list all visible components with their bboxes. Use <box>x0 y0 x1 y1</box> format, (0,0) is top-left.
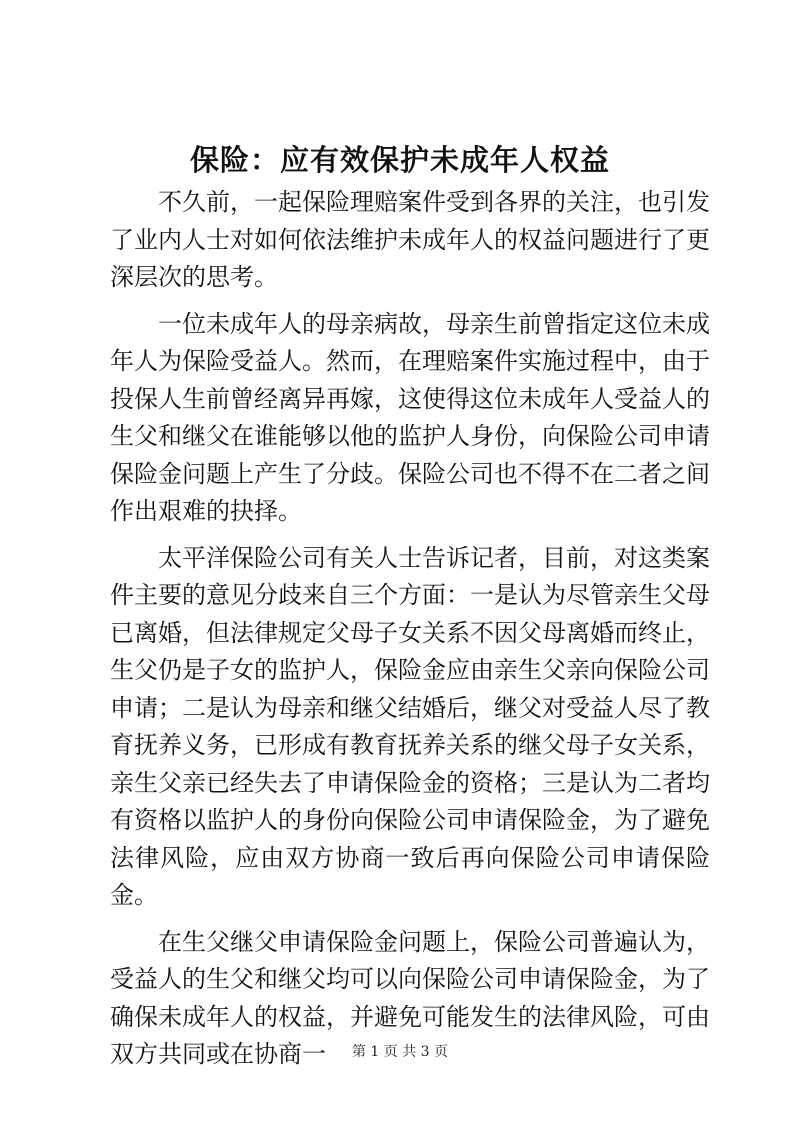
document-body <box>110 184 710 1083</box>
document-title: 保险：应有效保护未成年人权益 <box>189 143 610 177</box>
paragraph-3: 太平洋保险公司有关人士告诉记者，目前，对这类案件主要的意见分歧来自三个方面：一是认为尽管亲生父母已离婚，但法律规定父母子女关系不因父母离婚而终止，生父仍是子女的监护人，保险金应由亲生父亲向保险公司申请；二是认为母亲和继父结婚后，继父对受益人尽了教育抚养义务，已形成有教育抚养关系的继父母子女关系，亲生父亲已经失去了申请保险金的资格；三是认为二者均有资格以监护人的身份向保险公司申请保险金，为了避免法律风险，应由双方协商一致后再向保险公司申请保险金。 <box>110 543 710 909</box>
page-footer: 第 1 页 共 3 页 <box>351 1044 449 1060</box>
paragraph-2: 一位未成年人的母亲病故，母亲生前曾指定这位未成年人为保险受益人。然而，在理赔案件实施过程中，由于投保人生前曾经离异再嫁，这使得这位未成年人受益人的生父和继父在谁能够以他的监护人身份，向保险公司申请保险金问题上产生了分歧。保险公司也不得不在二者之间作出艰难的抉择。 <box>110 309 710 525</box>
paragraph-1: 不久前，一起保险理赔案件受到各界的关注，也引发了业内人士对如何依法维护未成年人的权益问题进行了更深层次的思考。 <box>110 188 710 291</box>
paragraph-4: 在生父继父申请保险金问题上，保险公司普遍认为，受益人的生父和继父均可以向保险公司申请保险金，为了确保未成年人的权益，并避免可能发生的法律风险，可由双方共同或在协商一 <box>110 927 710 1068</box>
